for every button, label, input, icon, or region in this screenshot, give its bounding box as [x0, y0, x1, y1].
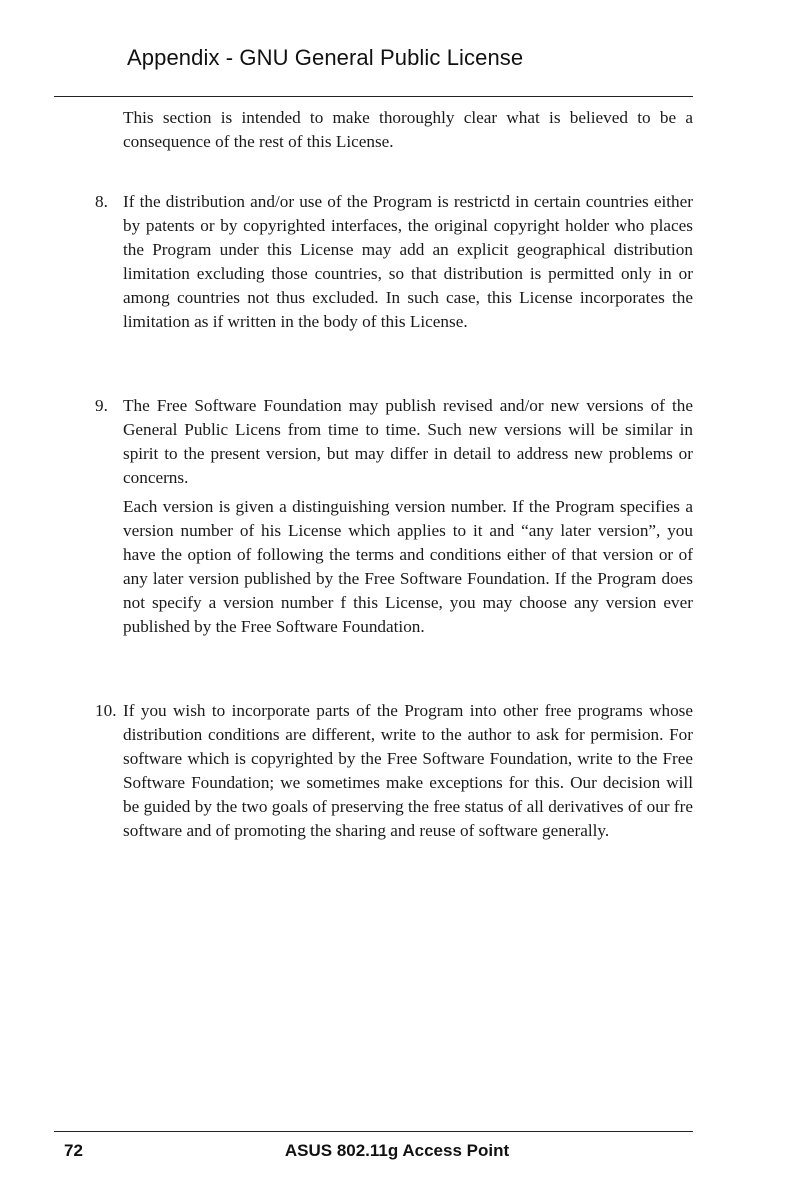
section-9-paragraph-2: Each version is given a distinguishing version number. If the Program specifies a version number of his License which applies to it and “any later version”, you have the option of following the terms and conditions either of that version or of any later version published by the Free Software Foundation. If the Program does not specify a version number f this License, you may choose any version ever published by the Free Software Foundation.: [123, 497, 693, 636]
footer-page-number: 72: [64, 1141, 83, 1160]
intro-paragraph: This section is intended to make thoroughly clear what is believed to be a consequence of the rest of this License.: [123, 108, 693, 151]
section-10-number: 10.: [95, 701, 117, 720]
page-header-title: Appendix - GNU General Public License: [127, 45, 524, 70]
section-9-paragraph-1: The Free Software Foundation may publish revised and/or new versions of the General Public Licens from time to time. Such new versions will be similar in spirit to the present version, but may differ in detail to address new problems or concerns.: [123, 396, 693, 487]
footer-divider: [54, 1131, 693, 1132]
section-9-number: 9.: [95, 396, 108, 415]
section-8-paragraph: If the distribution and/or use of the Program is restrictd in certain countries either by patents or by copyrighted interfaces, the original copyright holder who places the Program under this License may add an explicit geographical distribution limitation excluding those countries, so that distribution is permitted only in or among countries not thus excluded. In such case, this License incorporates the limitation as if written in the body of this License.: [123, 192, 693, 331]
footer-product-title: ASUS 802.11g Access Point: [284, 1141, 510, 1160]
section-8-number: 8.: [95, 192, 108, 211]
section-10-paragraph: If you wish to incorporate parts of the Program into other free programs whose distribution conditions are different, write to the author to ask for permision. For software which is copyrighted by the Free Software Foundation, write to the Free Software Foundation; we sometimes make exceptions for this. Our decision will be guided by the two goals of preserving the free status of all derivatives of our fre software and of promoting the sharing and reuse of software generally.: [123, 701, 693, 840]
header-divider: [54, 96, 693, 97]
